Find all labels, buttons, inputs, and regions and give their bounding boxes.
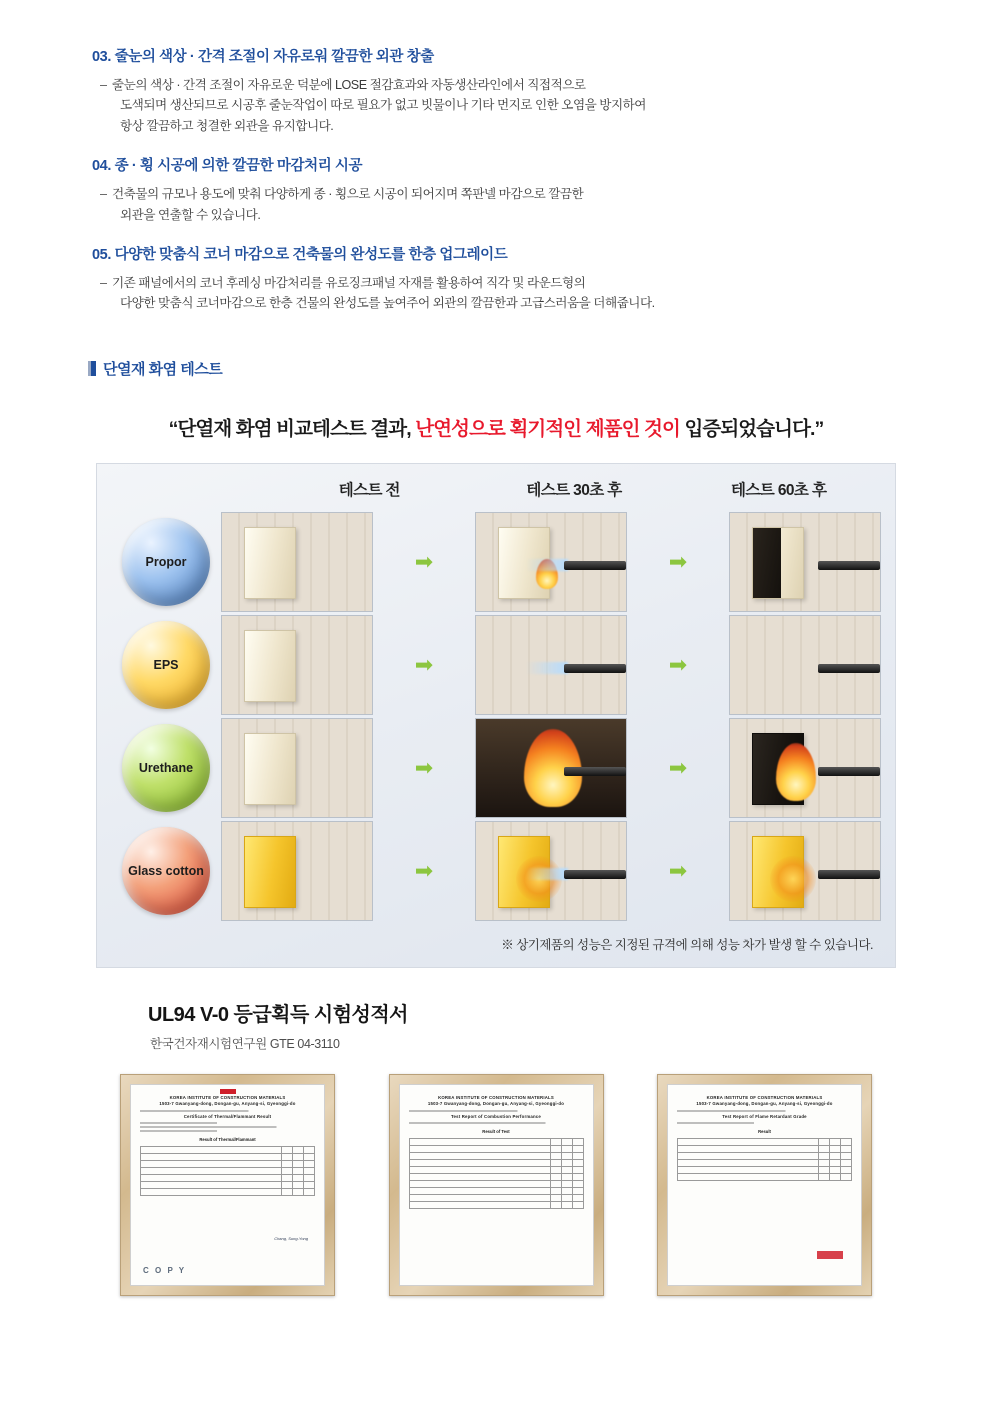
certificate-doc-title: Test Report of Flame Retardant Grade [722,1113,807,1119]
table-row [678,1139,852,1146]
feature-title [92,243,932,264]
dash-mark: – [100,187,107,202]
copy-watermark: C O P Y [143,1265,187,1275]
quote-close: 입증되었습니다.” [679,417,824,440]
photo-30s [475,615,627,715]
table-cell [572,1160,583,1167]
table-cell [293,1189,304,1196]
table-row [141,1161,315,1168]
table-cell [409,1188,550,1195]
photo-before [221,512,373,612]
table-cell [293,1168,304,1175]
table-row [409,1202,583,1209]
photo-before [221,821,373,921]
burner-jet [526,559,568,571]
table-row [409,1167,583,1174]
table-cell [550,1181,561,1188]
text-rule [140,1122,315,1124]
table-row [409,1181,583,1188]
stamp-icon [817,1251,843,1259]
table-row [141,1154,315,1161]
text-rule [409,1110,584,1112]
dash-mark: – [100,78,107,92]
feature-item-04 [60,154,932,225]
certificates-heading [148,998,932,1052]
table-cell [282,1154,293,1161]
table-cell [282,1147,293,1154]
specimen [244,630,296,702]
table-cell [678,1160,819,1167]
table-cell [819,1146,830,1153]
material-badge [111,722,221,814]
features-list [60,45,932,314]
figure-note: ※ 상기제품의 성능은 지정된 규격에 의해 성능 차가 발생 할 수 있습니다. [501,937,873,952]
photo-30s [475,718,627,818]
table-cell [561,1167,572,1174]
feature-number: 05. [92,246,111,263]
table-row [141,1182,315,1189]
table-cell [678,1167,819,1174]
certificate-address: 1503-7 Gwanyang-dong, Dongan-gu, Anyang-si, Gyeonggi-do [159,1101,296,1107]
table-cell [830,1153,841,1160]
table-row [141,1175,315,1182]
table-cell [841,1167,852,1174]
table-cell [819,1160,830,1167]
table-cell [561,1153,572,1160]
figure-row-eps [111,615,881,715]
dash-mark: – [100,275,107,290]
burner-nozzle [818,561,880,570]
table-row [409,1160,583,1167]
flame-test-figure [96,463,896,968]
quote-highlight: 난연성으로 획기적인 제품인 것이 [415,417,680,440]
table-cell [572,1167,583,1174]
table-cell [293,1182,304,1189]
material-label: Glass cotton [122,827,210,915]
column-header: 테스트 전 [338,481,400,499]
feature-line: 줄눈의 색상 · 간격 조절이 자유로운 덕분에 LOSE 절감효과와 자동생산라인에서 직접적으로 [112,78,586,92]
table-cell [409,1153,550,1160]
certificate-paper [130,1084,325,1286]
glow-icon [770,856,816,902]
arrow-icon: ➡ [414,548,434,574]
column-header: 테스트 30초 후 [526,481,622,499]
table-cell [561,1202,572,1209]
table-cell [572,1174,583,1181]
certificate-paper [399,1084,594,1286]
table-row [141,1168,315,1175]
feature-body [100,184,932,225]
table-row [678,1160,852,1167]
table-cell [141,1175,282,1182]
burner-nozzle [564,767,626,776]
feature-title [92,154,932,175]
certificates-gallery [120,1074,872,1296]
table-cell [819,1153,830,1160]
feature-body [100,75,932,136]
table-row [141,1147,315,1154]
certificate-address: 1503-7 Gwanyang-dong, Dongan-gu, Anyang-si, Gyeonggi-do [427,1101,565,1107]
material-label: Urethane [122,724,210,812]
table-cell [550,1139,561,1146]
table-cell [830,1160,841,1167]
feature-number: 04. [92,158,111,175]
table-row [678,1167,852,1174]
table-cell [550,1153,561,1160]
text-rule [677,1110,852,1112]
figure-column-headers [267,478,881,500]
table-cell [550,1146,561,1153]
table-cell [293,1175,304,1182]
text-rule [140,1126,315,1128]
certificate-table [409,1138,584,1209]
photo-60s [729,512,881,612]
arrow-icon: ➡ [414,754,434,780]
arrow-icon: ➡ [668,857,688,883]
certificates-title: UL94 V-0 등급획득 시험성적서 [148,1003,408,1026]
table-cell [409,1139,550,1146]
table-cell [141,1147,282,1154]
material-label: EPS [122,621,210,709]
table-cell [550,1202,561,1209]
table-cell [409,1181,550,1188]
figure-row-glass-cotton [111,821,881,921]
table-cell [282,1168,293,1175]
table-cell [282,1161,293,1168]
feature-number: 03. [92,49,111,65]
table-cell [572,1202,583,1209]
arrow-icon: ➡ [414,857,434,883]
material-badge [111,619,221,711]
certificate-section-title: Result of Thermal/Flammant [199,1137,256,1143]
table-row [678,1153,852,1160]
photo-60s [729,615,881,715]
table-cell [572,1139,583,1146]
table-cell [678,1174,819,1181]
table-cell [678,1146,819,1153]
feature-line: 도색되며 생산되므로 시공후 줄눈작업이 따로 필요가 없고 빗물이나 기타 먼지로 인한 오염을 방지하여 [120,98,646,113]
table-cell [141,1189,282,1196]
section-heading-text: 단열재 화염 테스트 [103,360,223,378]
table-cell [841,1160,852,1167]
section-bar-icon [88,361,96,376]
table-cell [304,1175,315,1182]
table-cell [293,1161,304,1168]
figure-row-urethane [111,718,881,818]
table-cell [282,1175,293,1182]
burner-nozzle [564,561,626,570]
table-row [678,1174,852,1181]
feature-item-03 [60,45,932,136]
certificate-frame-1 [120,1074,335,1296]
photo-before [221,615,373,715]
table-cell [819,1139,830,1146]
certificate-org: KOREA INSTITUTE OF CONSTRUCTION MATERIALS [438,1094,554,1100]
photo-30s [475,512,627,612]
section-heading [88,358,932,379]
specimen [244,836,296,908]
table-cell [841,1174,852,1181]
table-cell [550,1188,561,1195]
table-cell [561,1174,572,1181]
certificate-signature: Chang, Sung-Yong [274,1235,308,1241]
table-cell [572,1181,583,1188]
table-cell [830,1146,841,1153]
material-badge [111,516,221,608]
table-cell [572,1195,583,1202]
burner-nozzle [818,664,880,673]
seal-icon [220,1089,236,1094]
table-cell [678,1139,819,1146]
table-cell [561,1160,572,1167]
photo-30s [475,821,627,921]
table-cell [841,1139,852,1146]
burner-nozzle [564,664,626,673]
photo-before [221,718,373,818]
certificate-org: KOREA INSTITUTE OF CONSTRUCTION MATERIALS [169,1094,286,1100]
table-cell [841,1146,852,1153]
table-cell [561,1188,572,1195]
feature-title-text: 종 · 횡 시공에 의한 깔끔한 마감처리 시공 [114,158,363,175]
specimen [244,527,296,599]
table-cell [304,1189,315,1196]
photo-60s [729,718,881,818]
table-cell [819,1167,830,1174]
arrow-icon: ➡ [668,651,688,677]
specimen [244,733,296,805]
certificate-doc-title: Test Report of Combustion Performance [451,1113,541,1119]
table-cell [282,1182,293,1189]
table-cell [561,1195,572,1202]
table-cell [409,1160,550,1167]
table-cell [550,1195,561,1202]
table-cell [561,1181,572,1188]
table-cell [409,1195,550,1202]
table-cell [830,1139,841,1146]
burner-jet [526,662,568,674]
table-row [141,1189,315,1196]
certificate-paper [667,1084,862,1286]
table-cell [304,1182,315,1189]
quote-line [60,413,932,441]
table-cell [409,1146,550,1153]
table-cell [678,1153,819,1160]
table-row [409,1195,583,1202]
table-cell [409,1202,550,1209]
table-cell [293,1154,304,1161]
table-cell [141,1154,282,1161]
column-header: 테스트 60초 후 [731,481,827,499]
feature-line: 항상 깔끔하고 청결한 외관을 유지합니다. [120,118,334,133]
text-rule [140,1130,315,1132]
table-row [409,1174,583,1181]
table-cell [550,1167,561,1174]
material-badge [111,825,221,917]
feature-body [100,273,932,314]
arrow-icon: ➡ [414,651,434,677]
certificate-frame-3 [657,1074,872,1296]
table-cell [304,1154,315,1161]
burner-nozzle [818,870,880,879]
table-cell [293,1147,304,1154]
burner-nozzle [564,870,626,879]
certificate-doc-title: Certificate of Thermal/Flammant Result [183,1113,272,1119]
table-cell [409,1167,550,1174]
certificate-section-title: Result of Test [482,1129,510,1135]
table-cell [572,1153,583,1160]
figure-row-propor [111,512,881,612]
table-row [678,1146,852,1153]
feature-title [92,45,932,66]
feature-line: 기존 패널에서의 코너 후레싱 마감처리를 유로징크패널 자재를 활용하여 직각 및 라운드형의 [112,275,586,290]
table-row [409,1139,583,1146]
table-row [409,1146,583,1153]
text-rule [677,1122,852,1124]
certificate-address: 1503-7 Gwanyang-dong, Dongan-gu, Anyang-si, Gyeonggi-do [696,1101,833,1107]
table-cell [841,1153,852,1160]
material-label: Propor [122,518,210,606]
certificates-subtitle: 한국건자재시험연구원 GTE 04-3110 [150,1036,340,1051]
certificate-table [677,1138,852,1181]
arrow-icon: ➡ [668,548,688,574]
table-cell [561,1146,572,1153]
certificate-org: KOREA INSTITUTE OF CONSTRUCTION MATERIALS [706,1094,823,1100]
feature-title-text: 줄눈의 색상 · 간격 조절이 자유로워 깔끔한 외관 창출 [114,49,434,65]
table-cell [550,1160,561,1167]
table-cell [572,1188,583,1195]
table-cell [819,1174,830,1181]
text-rule [140,1110,315,1112]
photo-60s [729,821,881,921]
table-cell [304,1161,315,1168]
certificate-frame-2 [389,1074,604,1296]
table-cell [304,1147,315,1154]
quote-open: “단열재 화염 비교테스트 결과, [168,417,416,440]
burner-jet [526,868,568,880]
table-cell [830,1174,841,1181]
feature-line: 건축물의 규모나 용도에 맞춰 다양하게 종 · 횡으로 시공이 되어지며 쪽판넬 마감으로 깔끔한 [112,187,584,202]
table-row [409,1153,583,1160]
table-cell [409,1174,550,1181]
table-row [409,1188,583,1195]
table-cell [561,1139,572,1146]
table-cell [141,1182,282,1189]
arrow-icon: ➡ [668,754,688,780]
feature-title-text: 다양한 맞춤식 코너 마감으로 건축물의 완성도를 한층 업그레이드 [114,246,508,263]
feature-item-05 [60,243,932,314]
feature-line: 다양한 맞춤식 코너마감으로 한층 건물의 완성도를 높여주어 외관의 깔끔한과 고급스러움을 더해줍니다. [120,296,655,311]
text-rule [409,1122,584,1124]
table-cell [141,1161,282,1168]
certificate-table [140,1146,315,1196]
table-cell [572,1146,583,1153]
table-cell [550,1174,561,1181]
specimen [752,527,804,599]
table-cell [304,1168,315,1175]
table-cell [282,1189,293,1196]
certificate-section-title: Result [758,1129,771,1135]
figure-rows [111,512,881,921]
table-cell [141,1168,282,1175]
feature-line: 외관을 연출할 수 있습니다. [120,207,261,222]
burner-nozzle [818,767,880,776]
table-cell [830,1167,841,1174]
